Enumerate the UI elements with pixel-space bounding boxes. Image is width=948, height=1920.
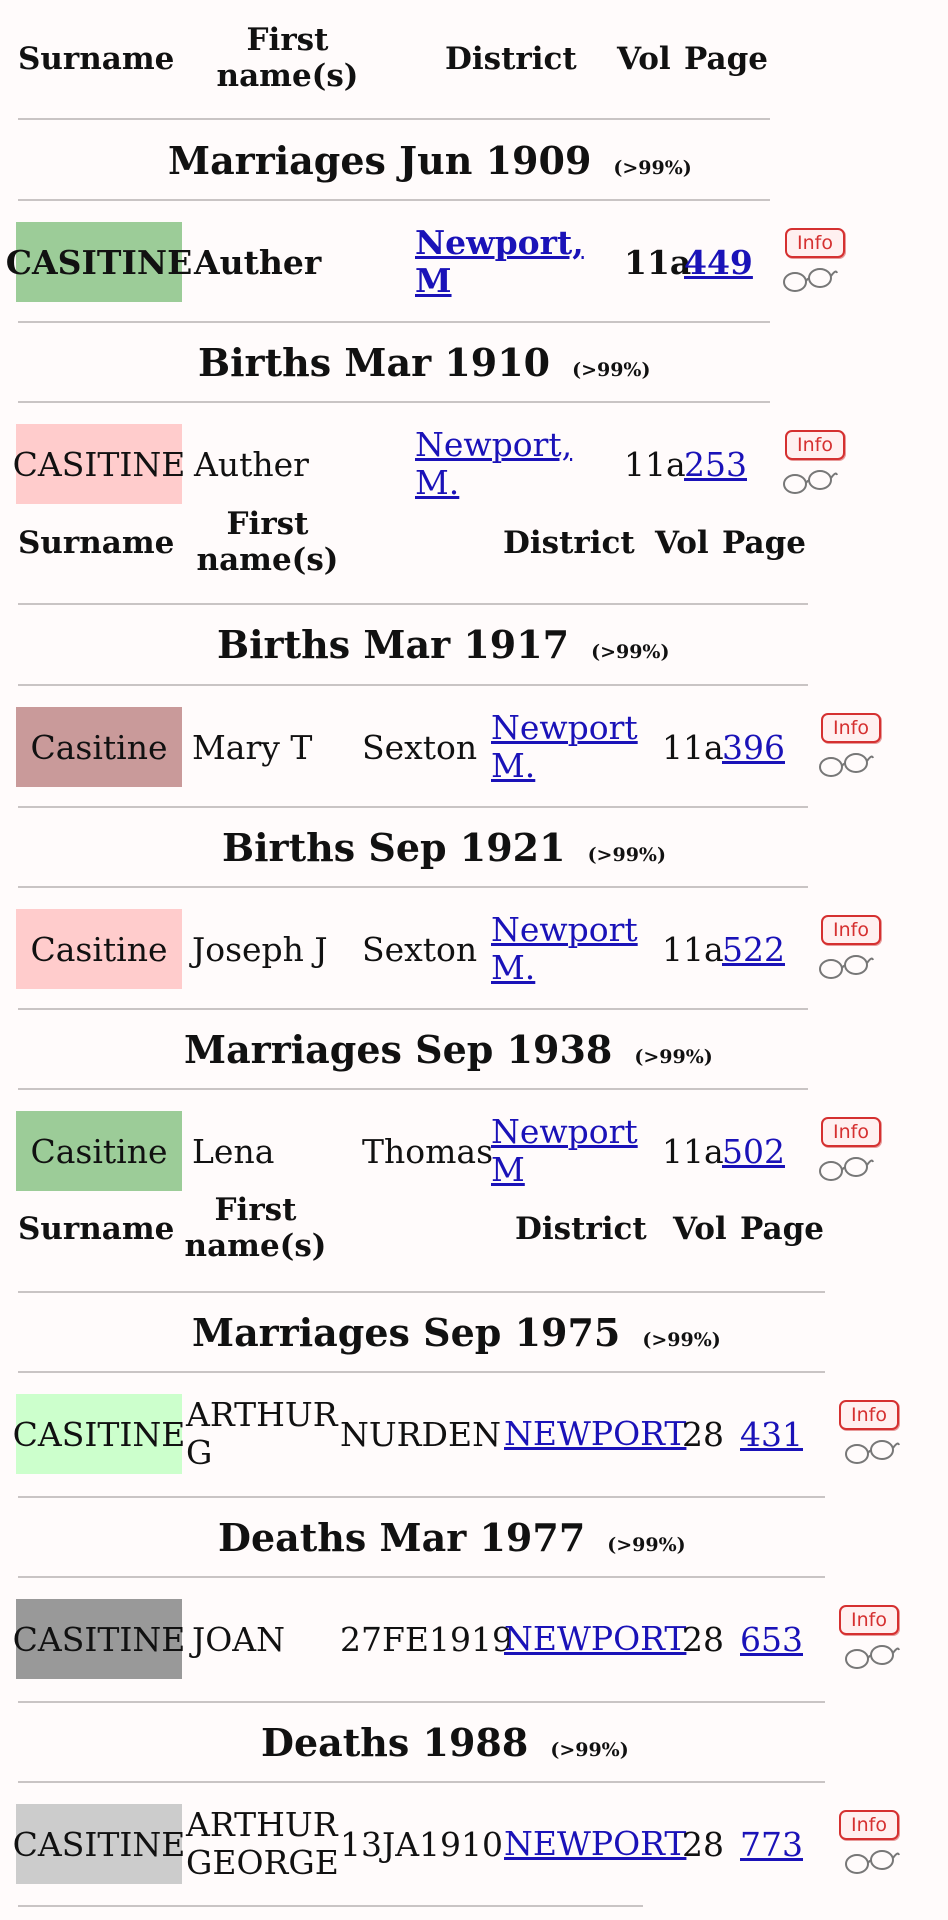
match-percent: (>99%) [642, 1329, 721, 1351]
table-header [0, 484, 948, 594]
extra-cell: Sexton [362, 929, 478, 969]
record-row [0, 707, 948, 787]
section-title: Births Sep 1921 [222, 825, 566, 870]
info-button[interactable]: Info [821, 1117, 881, 1147]
first-name-cell: Lena [192, 1131, 275, 1171]
info-button[interactable]: Info [821, 713, 881, 743]
surname-cell: Casitine [16, 707, 182, 787]
first-name-cell: Mary T [192, 727, 313, 767]
col-first-names: First name(s) [216, 22, 359, 94]
divider [18, 1905, 643, 1907]
district-cell [504, 1804, 686, 1884]
district-link[interactable]: Newport M. [491, 910, 638, 987]
district-link[interactable]: NEWPORT [504, 1414, 687, 1453]
col-vol: Vol [673, 1211, 727, 1247]
info-button[interactable]: Info [821, 915, 881, 945]
page-link[interactable]: 253 [684, 444, 747, 484]
section-header [0, 1703, 948, 1783]
page-cell [740, 1599, 803, 1679]
district-link[interactable]: NEWPORT [504, 1619, 687, 1658]
info-button[interactable]: Info [839, 1810, 899, 1840]
surname-cell: Casitine [16, 1111, 182, 1191]
glasses-icon[interactable] [842, 1846, 900, 1880]
page-cell [722, 707, 785, 787]
extra-cell: NURDEN [340, 1414, 501, 1454]
page-link[interactable]: 522 [722, 929, 785, 969]
section-title: Marriages Sep 1975 [192, 1310, 621, 1355]
page-link[interactable]: 396 [722, 727, 785, 767]
first-name-cell: Auther [194, 444, 309, 484]
district-link[interactable]: Newport, M [415, 223, 584, 300]
col-first-names: First name(s) [184, 1192, 327, 1264]
record-row [0, 1599, 948, 1679]
page-cell [722, 909, 785, 989]
col-vol: Vol [655, 525, 709, 561]
first-name-cell: ARTHUR G [186, 1395, 338, 1472]
col-page: Page [684, 41, 768, 77]
record-row [0, 909, 948, 989]
record-row [0, 222, 948, 302]
extra-cell: Sexton [362, 727, 478, 767]
section-title: Births Mar 1917 [217, 622, 570, 667]
vol-cell: 11a [662, 929, 724, 969]
divider [18, 1371, 825, 1373]
section-title: Deaths Mar 1977 [218, 1515, 586, 1560]
section-title: Births Mar 1910 [198, 340, 551, 385]
info-button[interactable]: Info [839, 1400, 899, 1430]
district-cell [504, 1599, 686, 1679]
info-button[interactable]: Info [785, 430, 845, 460]
col-surname: Surname [18, 525, 175, 561]
surname-cell: CASITINE [16, 1394, 182, 1474]
page-cell [740, 1394, 803, 1474]
section-header [0, 808, 948, 888]
section-header [0, 1498, 948, 1578]
match-percent: (>99%) [550, 1739, 629, 1761]
match-percent: (>99%) [591, 641, 670, 663]
section-header [0, 1010, 948, 1090]
glasses-icon[interactable] [816, 749, 874, 783]
vol-cell: 28 [682, 1414, 724, 1454]
glasses-icon[interactable] [842, 1436, 900, 1470]
district-link[interactable]: NEWPORT [504, 1824, 687, 1863]
surname-cell: CASITINE [16, 1599, 182, 1679]
section-title: Marriages Sep 1938 [184, 1027, 613, 1072]
match-percent: (>99%) [587, 844, 666, 866]
record-row [0, 1804, 948, 1884]
page-link[interactable]: 653 [740, 1619, 803, 1659]
surname-cell: CASITINE [16, 222, 182, 302]
col-page: Page [722, 525, 806, 561]
first-name-cell: ARTHUR GEORGE [186, 1805, 339, 1882]
section-header [0, 605, 948, 685]
district-cell [415, 222, 590, 302]
section-header [0, 323, 948, 403]
match-percent: (>99%) [607, 1534, 686, 1556]
info-button[interactable]: Info [785, 228, 845, 258]
divider [18, 199, 770, 201]
page-cell [740, 1804, 803, 1884]
table-header [0, 0, 948, 110]
page-link[interactable]: 431 [740, 1414, 803, 1454]
col-district: District [503, 525, 635, 561]
vol-cell: 28 [682, 1824, 724, 1864]
vol-cell: 11a [624, 444, 686, 484]
first-name-cell: Auther [194, 242, 322, 282]
col-page: Page [740, 1211, 824, 1247]
col-first-names: First name(s) [196, 506, 339, 578]
page-cell [684, 222, 753, 302]
divider [18, 886, 808, 888]
vol-cell: 11a [624, 242, 692, 282]
section-title: Deaths 1988 [261, 1720, 529, 1765]
vol-cell: 11a [662, 1131, 724, 1171]
page-link[interactable]: 502 [722, 1131, 785, 1171]
record-row [0, 1394, 948, 1474]
divider [18, 118, 770, 120]
info-button[interactable]: Info [839, 1605, 899, 1635]
divider [18, 1576, 825, 1578]
surname-cell: CASITINE [16, 424, 182, 504]
table-header [0, 1170, 948, 1280]
surname-cell: CASITINE [16, 1804, 182, 1884]
col-vol: Vol [617, 41, 671, 77]
glasses-icon[interactable] [780, 264, 838, 298]
district-cell [491, 707, 641, 787]
district-link[interactable]: Newport, M. [415, 425, 573, 502]
divider [18, 1781, 825, 1783]
col-district: District [445, 41, 577, 77]
page-link[interactable]: 449 [684, 242, 753, 282]
col-surname: Surname [18, 1211, 175, 1247]
match-percent: (>99%) [634, 1046, 713, 1068]
first-name-cell: JOAN [192, 1619, 285, 1659]
col-district: District [515, 1211, 647, 1247]
vol-cell: 11a [662, 727, 724, 767]
first-name-cell: Joseph J [192, 929, 328, 969]
district-link[interactable]: Newport M [491, 1112, 638, 1189]
divider [18, 401, 770, 403]
divider [18, 684, 808, 686]
district-cell [504, 1394, 686, 1474]
district-cell [491, 909, 641, 989]
extra-cell: Thomas [362, 1131, 494, 1171]
extra-cell: 13JA1910 [340, 1824, 504, 1864]
page-link[interactable]: 773 [740, 1824, 803, 1864]
glasses-icon[interactable] [842, 1641, 900, 1675]
surname-cell: Casitine [16, 909, 182, 989]
match-percent: (>99%) [572, 359, 651, 381]
glasses-icon[interactable] [816, 951, 874, 985]
match-percent: (>99%) [613, 157, 692, 179]
section-header [0, 121, 948, 201]
section-header [0, 1293, 948, 1373]
section-title: Marriages Jun 1909 [168, 138, 592, 183]
vol-cell: 28 [682, 1619, 724, 1659]
col-surname: Surname [18, 41, 175, 77]
district-link[interactable]: Newport M. [491, 708, 638, 785]
divider [18, 1088, 808, 1090]
extra-cell: 27FE1919 [340, 1619, 513, 1659]
